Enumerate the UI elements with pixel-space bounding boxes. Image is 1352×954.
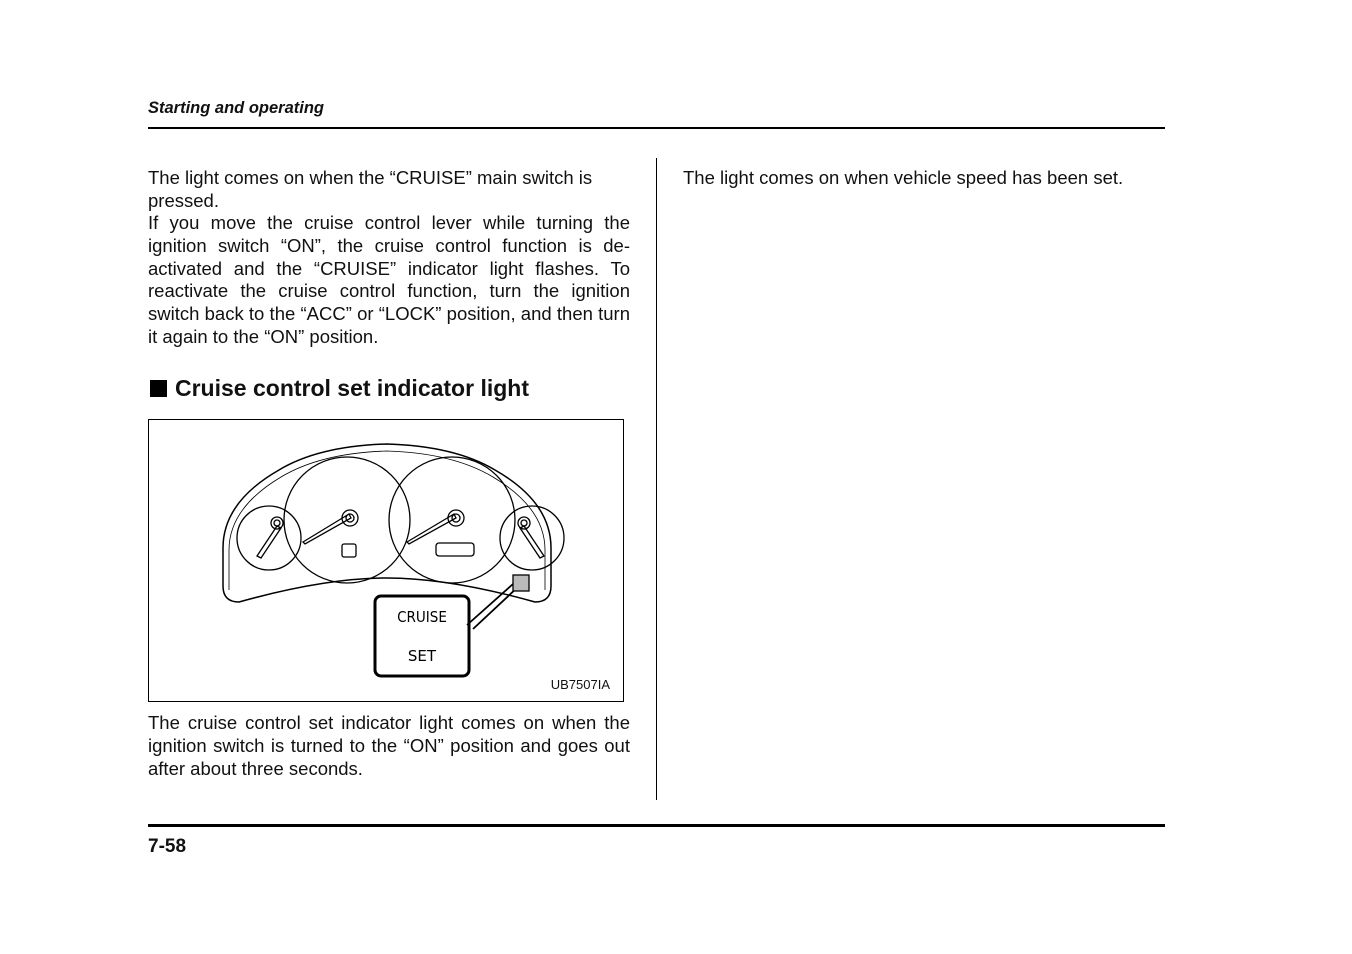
black-square-icon bbox=[150, 380, 167, 397]
cruise-set-indicator-lamp bbox=[513, 575, 529, 591]
header-section-title: Starting and operating bbox=[148, 99, 325, 117]
paragraph-speed-set: The light comes on when vehicle speed has been set. bbox=[683, 167, 1124, 188]
page-number: 7-58 bbox=[148, 836, 187, 857]
paragraph-set-indicator-behavior: The cruise control set indicator light comes on when the ignition switch is turned to the “ON” position and goes out after about three seconds. bbox=[148, 712, 630, 779]
callout-label-set: SET bbox=[407, 647, 437, 665]
section-heading bbox=[150, 375, 529, 402]
figure-code: UB7507IA bbox=[550, 677, 610, 692]
section-heading-text: Cruise control set indicator light bbox=[175, 375, 529, 401]
column-divider bbox=[656, 158, 657, 800]
paragraph-cruise-deactivation: If you move the cruise control lever while turning the ignition switch “ON”, the cruise control function is de-activated and the “CRUISE” indicator light flashes. To reactivate the cruise control function, turn the ignition switch back to the “ACC” or “LOCK” position, and then turn it again to the “ON” position. bbox=[148, 212, 630, 347]
instrument-cluster-illustration bbox=[149, 420, 625, 703]
footer-rule bbox=[148, 824, 1165, 827]
header-rule bbox=[148, 127, 1165, 129]
callout-label-cruise: CRUISE bbox=[397, 608, 447, 626]
instrument-cluster-figure bbox=[148, 419, 624, 702]
paragraph-cruise-main-switch: The light comes on when the “CRUISE” main switch is pressed. bbox=[148, 167, 593, 211]
